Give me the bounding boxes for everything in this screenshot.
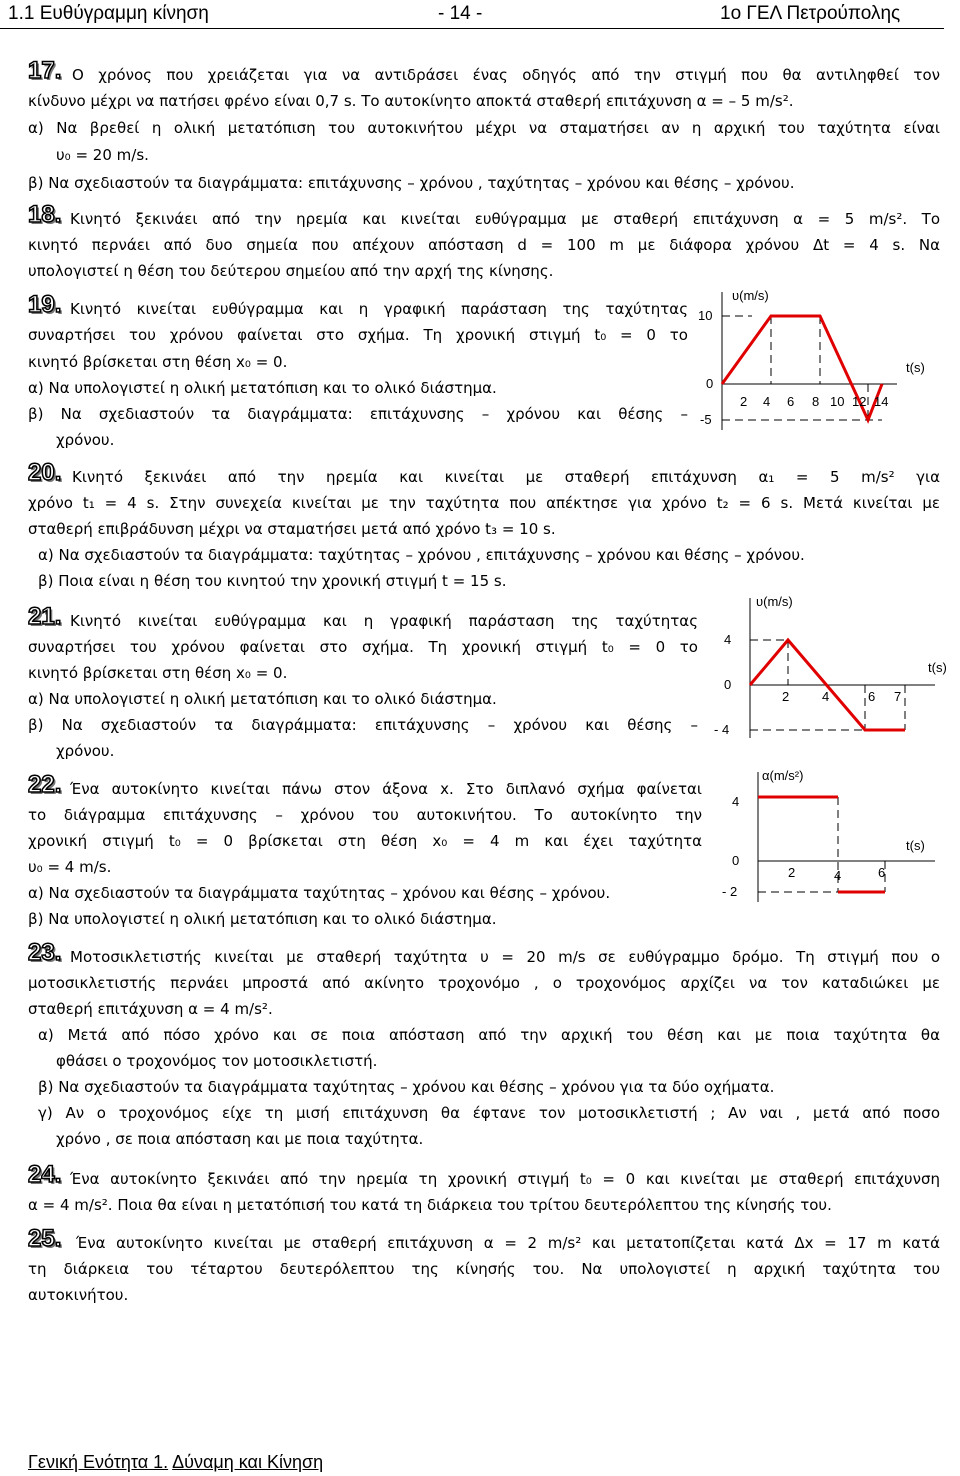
problem-20-line1: Κινητό ξεκινάει από την ηρεμία και κινείται με σταθερή επιτάχυνση α₁ = 5 m/s² για [72, 468, 940, 486]
graph-19-xtick-10: 10 [830, 394, 845, 409]
problem-19-line3: κινητό βρίσκεται στη θέση x₀ = 0. [28, 353, 288, 371]
problem-17-line2: κίνδυνο μέχρι να πατήσει φρένο είναι 0,7 s. Το αυτοκίνητο αποκτά σταθερή επιτάχυνση α = – 5 m/s². [28, 92, 794, 110]
problem-18-line1: Κινητό ξεκινάει από την ηρεμία και κινείται ευθύγραμμα με σταθερή επιτάχυνση α = 5 m/s². Το [70, 210, 940, 228]
problem-21-line3: κινητό βρίσκεται στη θέση x₀ = 0. [28, 664, 288, 682]
problem-17-line4: υ₀ = 20 m/s. [56, 146, 149, 164]
problem-23-line7: γ) Αν ο τροχονόμος είχε τη μισή επιτάχυνση θα έφτανε τον μοτοσικλετιστή ; Αν ναι , μετά από ποσο [38, 1104, 940, 1122]
graph-22-acceleration-segments [758, 797, 885, 892]
graph-22-xlabel: t(s) [906, 838, 925, 853]
problem-20-line5: β) Ποια είναι η θέση του κινητού την χρονική στιγμή t = 15 s. [38, 572, 507, 590]
problem-21-line5: β) Να σχεδιαστούν τα διαγράμματα: επιτάχυνσης – χρόνου και θέσης – [28, 716, 698, 734]
problem-20-line3: σταθερή επιβράδυνση μέχρι να σταματήσει μετά από χρόνο t₃ = 10 s. [28, 520, 556, 538]
problem-23-number: 23. [28, 939, 62, 966]
problem-17-number: 17. [28, 57, 62, 84]
header-page-number: - 14 - [438, 3, 483, 24]
problem-21-line4: α) Να υπολογιστεί η ολική μετατόπιση και το ολικό διάστημα. [28, 690, 497, 708]
problem-24-number: 24. [28, 1161, 62, 1188]
graph-21-xtick-2: 2 [782, 689, 790, 704]
graph-19-xtick-12: 12 [852, 394, 867, 409]
problem-22-line6: β) Να υπολογιστεί η ολική μετατόπιση και το ολικό διάστημα. [28, 910, 497, 928]
problem-19-number: 19. [28, 291, 62, 318]
problem-22-number: 22. [28, 771, 62, 798]
graph-22-ytick-neg2: - 2 [722, 884, 738, 899]
graph-19-xtick-14: 14 [874, 394, 889, 409]
problem-23-line5: φθάσει ο τροχονόμος τον μοτοσικλετιστή. [56, 1052, 378, 1070]
graph-19-ytick-10: 10 [698, 308, 713, 323]
graph-19-xlabel: t(s) [906, 360, 925, 375]
problem-22-line2: το διάγραμμα επιτάχυνσης – χρόνου του αυτοκινήτου. Το αυτοκίνητο την [28, 806, 702, 824]
graph-21-xtick-4: 4 [822, 689, 830, 704]
graph-19-xtick-8: 8 [812, 394, 820, 409]
problem-20-number: 20. [28, 459, 62, 486]
problem-21-number: 21. [28, 603, 62, 630]
graph-19-velocity-time [692, 282, 942, 452]
problem-18-number: 18. [28, 201, 62, 228]
problem-17-line5: β) Να σχεδιαστούν τα διαγράμματα: επιτάχυνσης – χρόνου , ταχύτητας – χρόνου και θέσης – χρόνου. [28, 174, 795, 192]
graph-22-ylabel: α(m/s²) [762, 768, 804, 783]
graph-22-xtick-4: 4 [834, 868, 842, 883]
problem-20-line4: α) Να σχεδιαστούν τα διαγράμματα: ταχύτητας – χρόνου , επιτάχυνσης – χρόνου και θέσης – χρόνου. [38, 546, 805, 564]
graph-19-ytick-neg5: -5 [700, 412, 712, 427]
problem-23-line8: χρόνο , σε ποια απόσταση και με ποια ταχύτητα. [56, 1130, 424, 1148]
problem-19-line2: συναρτήσει του χρόνου φαίνεται στο σχήμα. Τη χρονική στιγμή t₀ = 0 το [28, 326, 688, 344]
graph-19-xtick-4: 4 [763, 394, 771, 409]
problem-22-line4: υ₀ = 4 m/s. [28, 858, 112, 876]
problem-18-line3: υπολογιστεί η θέση του δεύτερου σημείου από την αρχή της κίνησης. [28, 262, 554, 280]
graph-21-xlabel: t(s) [928, 660, 947, 675]
problem-22-line3: χρονική στιγμή t₀ = 0 βρίσκεται στη θέση x₀ = 4 m και έχει ταχύτητα [28, 832, 702, 850]
footer-title: Δύναμη και Κίνηση [172, 1452, 324, 1472]
problem-24-line2: α = 4 m/s². Ποια θα είναι η μετατόπισή του κατά τη διάρκεια του τρίτου δευτερόλεπτου της κίνησής του. [28, 1196, 832, 1214]
footer-section: Γενική Ενότητα 1. [28, 1452, 169, 1472]
graph-21-ylabel: υ(m/s) [756, 594, 793, 609]
graph-21-ytick-neg4: - 4 [714, 722, 730, 737]
problem-19-line5: β) Να σχεδιαστούν τα διαγράμματα: επιτάχυνσης – χρόνου και θέσης – [28, 405, 688, 423]
problem-17-line3: α) Να βρεθεί η ολική μετατόπιση του αυτοκινήτου μέχρι να σταματήσει αν η αρχική του ταχύτητα είναι [28, 119, 940, 137]
page-footer [28, 1452, 323, 1473]
problem-22-line1: Ένα αυτοκίνητο κινείται πάνω στον άξονα x. Στο διπλανό σχήμα φαίνεται [70, 780, 702, 798]
graph-21-ytick-0: 0 [724, 677, 732, 692]
graph-19-xtick-2: 2 [740, 394, 748, 409]
problem-25-line2: τη διάρκεια του τέταρτου δευτερόλεπτου της κίνησής του. Να υπολογιστεί η αρχική ταχύτητα του [28, 1260, 940, 1278]
problem-21-line2: συναρτήσει του χρόνου φαίνεται στο σχήμα. Τη χρονική στιγμή t₀ = 0 το [28, 638, 698, 656]
graph-21-velocity-time [710, 588, 950, 748]
problem-23-line1: Μοτοσικλετιστής κινείται με σταθερή ταχύτητα υ = 20 m/s σε ευθύγραμμο δρόμο. Τη στιγμή που ο [70, 948, 940, 966]
problem-21-line6: χρόνου. [56, 742, 115, 760]
problem-25-number: 25. [28, 1225, 62, 1252]
problem-17-line1: Ο χρόνος που χρειάζεται για να αντιδράσει ένας οδηγός από την στιγμή που θα αντιληφθεί τον [72, 66, 940, 84]
graph-22-xtick-2: 2 [788, 865, 796, 880]
graph-19-xtick-6: 6 [787, 394, 795, 409]
problem-24-line1: Ένα αυτοκίνητο ξεκινάει από την ηρεμία τη χρονική στιγμή t₀ = 0 και κινείται με σταθερή επιτάχυνση [70, 1170, 940, 1188]
graph-22-xtick-6: 6 [878, 865, 886, 880]
problem-23-line2: μοτοσικλετιστής περνάει μπροστά από ακίνητο τροχονόμο , ο τροχονόμος αρχίζει να τον καταδιώκει με [28, 974, 940, 992]
problem-18-line2: κινητό περνάει από δυο σημεία που απέχουν απόσταση d = 100 m με διάφορα χρόνου Δt = 4 s. Να [28, 236, 940, 254]
problem-23-line6: β) Να σχεδιαστούν τα διαγράμματα ταχύτητας – χρόνου και θέσης – χρόνου για τα δύο οχήματα. [38, 1078, 775, 1096]
problem-25-line1: Ένα αυτοκίνητο κινείται με σταθερή επιτάχυνση α = 2 m/s² και μετατοπίζεται κατά Δx = 17 m κατά [76, 1234, 940, 1252]
graph-22-ytick-4: 4 [732, 794, 740, 809]
graph-22-ytick-0: 0 [732, 853, 740, 868]
page-header [0, 0, 944, 29]
problem-19-line6: χρόνου. [56, 431, 115, 449]
graph-22-acceleration-time [710, 762, 950, 912]
graph-19-ylabel: υ(m/s) [732, 288, 769, 303]
graph-21-xtick-7: 7 [894, 689, 902, 704]
problem-23-line4: α) Μετά από πόσο χρόνο και σε ποια απόσταση από την αρχική του θέση και με ποια ταχύτητα θα [38, 1026, 940, 1044]
header-school: 1ο ΓΕΛ Πετρούπολης [720, 3, 901, 24]
graph-21-ytick-4: 4 [724, 632, 732, 647]
header-chapter: 1.1 Ευθύγραμμη κίνηση [8, 3, 209, 24]
graph-19-ytick-0: 0 [706, 376, 714, 391]
problem-23-line3: σταθερή επιτάχυνση α = 4 m/s². [28, 1000, 273, 1018]
problem-20-line2: χρόνο t₁ = 4 s. Στην συνεχεία κινείται με την ταχύτητα που απέκτησε για χρόνο t₂ = 6 s. Μετά κινείται με [28, 494, 940, 512]
problem-19-line1: Κινητό κινείται ευθύγραμμα και η γραφική παράσταση της ταχύτητας [70, 300, 688, 318]
graph-21-xtick-6: 6 [868, 689, 876, 704]
problem-21-line1: Κινητό κινείται ευθύγραμμα και η γραφική παράσταση της ταχύτητας [70, 612, 698, 630]
problem-22-line5: α) Να σχεδιαστούν τα διαγράμματα ταχύτητας – χρόνου και θέσης – χρόνου. [28, 884, 611, 902]
problem-25-line3: αυτοκινήτου. [28, 1286, 129, 1304]
problem-19-line4: α) Να υπολογιστεί η ολική μετατόπιση και το ολικό διάστημα. [28, 379, 497, 397]
